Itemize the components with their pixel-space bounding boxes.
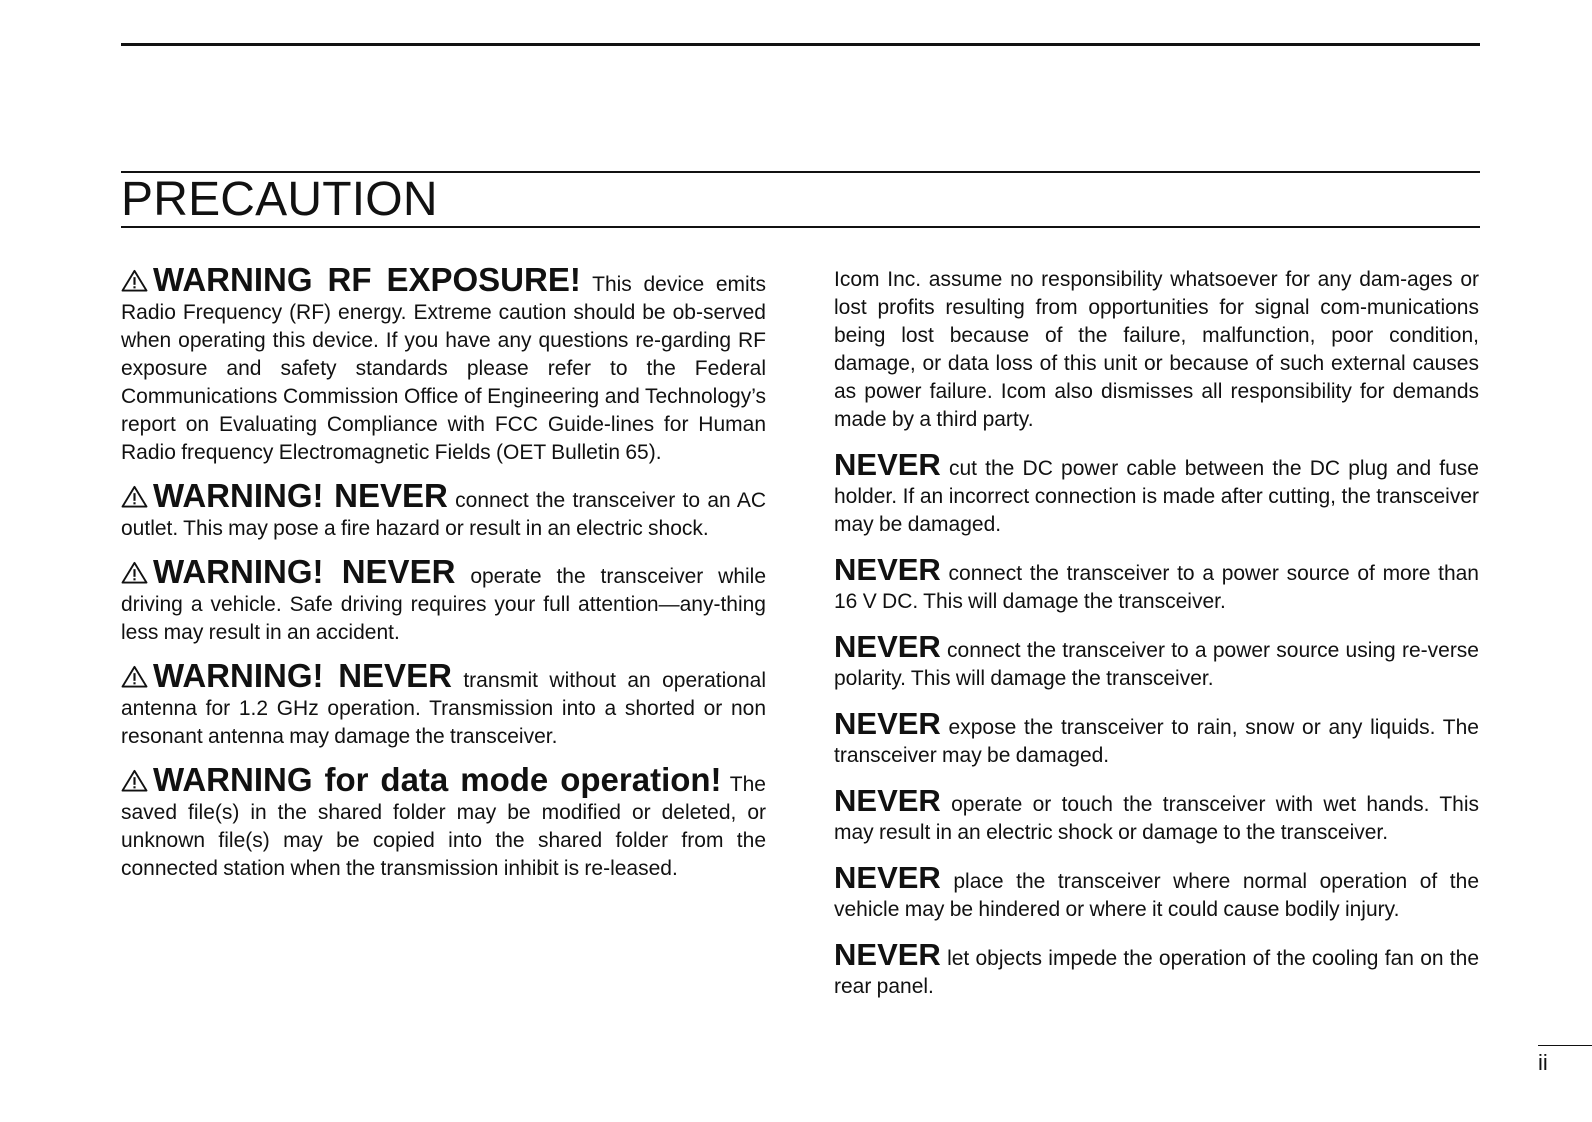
- warning-heading: WARNING! NEVER: [153, 553, 456, 590]
- warning-triangle-icon: [121, 769, 148, 792]
- never-item: [834, 447, 1479, 539]
- never-item: [834, 629, 1479, 693]
- never-item: [834, 860, 1479, 924]
- warning-body: operate the transceiver while driving a vehicle. Safe driving requires your full attention—any-thing less may result in an accident.: [121, 565, 767, 644]
- never-heading: NEVER: [834, 706, 941, 741]
- warning-heading: WARNING! NEVER: [153, 477, 448, 514]
- warning-ac-outlet: [121, 477, 767, 543]
- never-heading: NEVER: [834, 552, 941, 587]
- right-column: [834, 266, 1479, 1018]
- warning-driving: [121, 553, 767, 647]
- never-body: operate or touch the transceiver with wet hands. This may result in an electric shock or damage to the transceiver.: [834, 793, 1479, 844]
- warning-triangle-icon: [121, 269, 148, 292]
- never-heading: NEVER: [834, 783, 941, 818]
- warning-antenna: [121, 657, 767, 751]
- never-body: place the transceiver where normal operation of the vehicle may be hindered or where it could cause bodily injury.: [834, 870, 1479, 921]
- never-heading: NEVER: [834, 937, 941, 972]
- page-number-rule: [1538, 1045, 1592, 1046]
- never-heading: NEVER: [834, 860, 941, 895]
- page-number: ii: [1538, 1050, 1548, 1075]
- warning-triangle-icon: [121, 561, 148, 584]
- disclaimer-paragraph: Icom Inc. assume no responsibility whatsoever for any dam-ages or lost profits resulting from opportunities for signal com-munications being lost because of the failure, malfunction, poor condition, damage, or data loss of this unit or because of such external causes as power failure. Icom also dismisses all responsibility for demands made by a third party.: [834, 268, 1479, 431]
- warning-rf-exposure: [121, 261, 766, 467]
- never-item: [834, 783, 1479, 847]
- warning-heading: WARNING for data mode operation!: [153, 761, 722, 798]
- never-item: [834, 706, 1479, 770]
- never-heading: NEVER: [834, 447, 941, 482]
- warning-triangle-icon: [121, 485, 148, 508]
- never-body: connect the transceiver to a power source of more than 16 V DC. This will damage the transceiver.: [834, 562, 1479, 613]
- warning-triangle-icon: [121, 665, 148, 688]
- never-item: [834, 937, 1479, 1001]
- never-heading: NEVER: [834, 629, 941, 664]
- warning-heading: WARNING! NEVER: [153, 657, 452, 694]
- warning-body: This device emits Radio Frequency (RF) energy. Extreme caution should be ob-served when operating this device. If you have any questions re-garding RF exposure and safety standards please refer to the Federal Communications Commission Office of Engineering and Technology’s report on Evaluating Compliance with FCC Guide-lines for Human Radio frequency Electromagnetic Fields (OET Bulletin 65).: [121, 273, 766, 464]
- never-item: [834, 552, 1479, 616]
- title-bottom-rule: [121, 226, 1480, 228]
- warning-data-mode: [121, 761, 766, 883]
- never-body: let objects impede the operation of the cooling fan on the rear panel.: [834, 947, 1479, 998]
- warning-heading: WARNING RF EXPOSURE!: [153, 261, 581, 298]
- never-body: cut the DC power cable between the DC plug and fuse holder. If an incorrect connection is made after cutting, the transceiver may be damaged.: [834, 457, 1479, 536]
- never-body: expose the transceiver to rain, snow or any liquids. The transceiver may be damaged.: [834, 716, 1479, 767]
- page-title: PRECAUTION: [121, 173, 438, 226]
- left-column: [121, 261, 767, 898]
- warning-body: The saved file(s) in the shared folder may be modified or deleted, or unknown file(s) may be copied into the shared folder from the connected station when the transmission inhibit is re-leased.: [121, 773, 766, 880]
- never-body: connect the transceiver to a power source using re-verse polarity. This will damage the transceiver.: [834, 639, 1479, 690]
- warning-body: connect the transceiver to an AC outlet. This may pose a fire hazard or result in an electric shock.: [121, 489, 767, 540]
- top-rule: [121, 43, 1480, 46]
- warning-body: transmit without an operational antenna for 1.2 GHz operation. Transmission into a shorted or non resonant antenna may damage the transceiver.: [121, 669, 767, 748]
